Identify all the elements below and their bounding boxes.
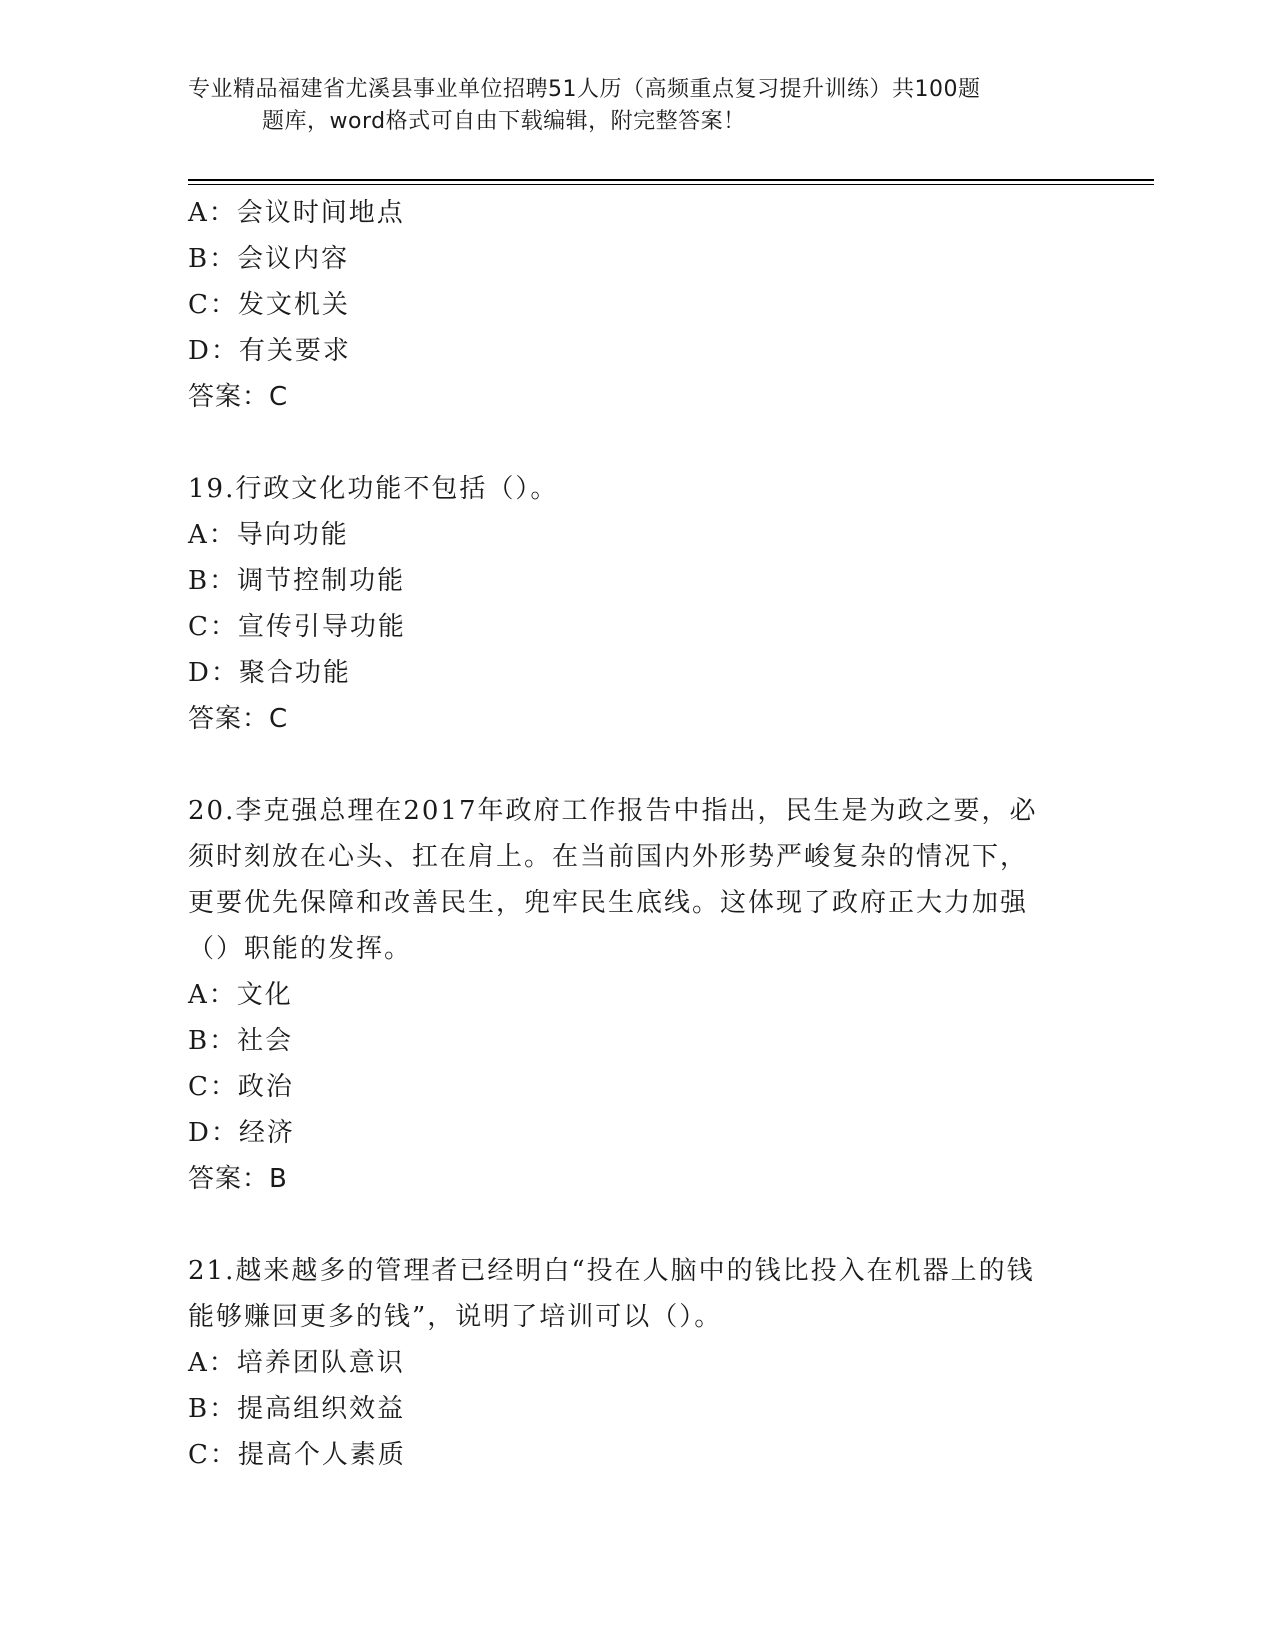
option-b: B：会议内容 bbox=[188, 244, 350, 274]
question-stem-line-4: （）职能的发挥。 bbox=[188, 934, 413, 964]
option-a: A：培养团队意识 bbox=[188, 1348, 405, 1378]
header-title-line-2: 题库，word格式可自由下载编辑，附完整答案！ bbox=[262, 109, 746, 134]
header-rule-thick bbox=[188, 179, 1154, 181]
answer: 答案：B bbox=[188, 1164, 288, 1194]
answer: 答案：C bbox=[188, 704, 289, 734]
document-body bbox=[188, 190, 1088, 1478]
question-stem-line-2: 须时刻放在心头、扛在肩上。在当前国内外形势严峻复杂的情况下， bbox=[188, 842, 1029, 872]
option-b: B：社会 bbox=[188, 1026, 294, 1056]
question-20 bbox=[188, 788, 1088, 1202]
question-stem-line-3: 更要优先保障和改善民生，兜牢民生底线。这体现了政府正大力加强 bbox=[188, 888, 1029, 918]
spacer bbox=[188, 742, 1088, 788]
question-stem-line-2: 能够赚回更多的钱”，说明了培训可以（）。 bbox=[188, 1302, 723, 1332]
question-stem-line-1: 20.李克强总理在2017年政府工作报告中指出，民生是为政之要，必 bbox=[188, 796, 1038, 826]
option-c: C：提高个人素质 bbox=[188, 1440, 406, 1470]
question-stem-line-1: 21.越来越多的管理者已经明白“投在人脑中的钱比投入在机器上的钱 bbox=[188, 1256, 1035, 1286]
header-title-line-1: 专业精品福建省尤溪县事业单位招聘51人历（高频重点复习提升训练）共100题 bbox=[188, 77, 981, 102]
option-d: D：有关要求 bbox=[188, 336, 351, 366]
option-a: A：导向功能 bbox=[188, 520, 349, 550]
question-stem: 19.行政文化功能不包括（）。 bbox=[188, 474, 559, 504]
option-a: A：文化 bbox=[188, 980, 293, 1010]
question-18 bbox=[188, 190, 1088, 420]
spacer bbox=[188, 1202, 1088, 1248]
header-rule-thin bbox=[188, 184, 1154, 185]
question-21 bbox=[188, 1248, 1088, 1478]
spacer bbox=[188, 420, 1088, 466]
option-a: A：会议时间地点 bbox=[188, 198, 405, 228]
question-19 bbox=[188, 466, 1088, 742]
document-header bbox=[188, 74, 1088, 138]
option-b: B：提高组织效益 bbox=[188, 1394, 406, 1424]
option-b: B：调节控制功能 bbox=[188, 566, 406, 596]
answer: 答案：C bbox=[188, 382, 289, 412]
option-c: C：宣传引导功能 bbox=[188, 612, 406, 642]
option-d: D：聚合功能 bbox=[188, 658, 351, 688]
option-d: D：经济 bbox=[188, 1118, 295, 1148]
option-c: C：发文机关 bbox=[188, 290, 350, 320]
option-c: C：政治 bbox=[188, 1072, 294, 1102]
